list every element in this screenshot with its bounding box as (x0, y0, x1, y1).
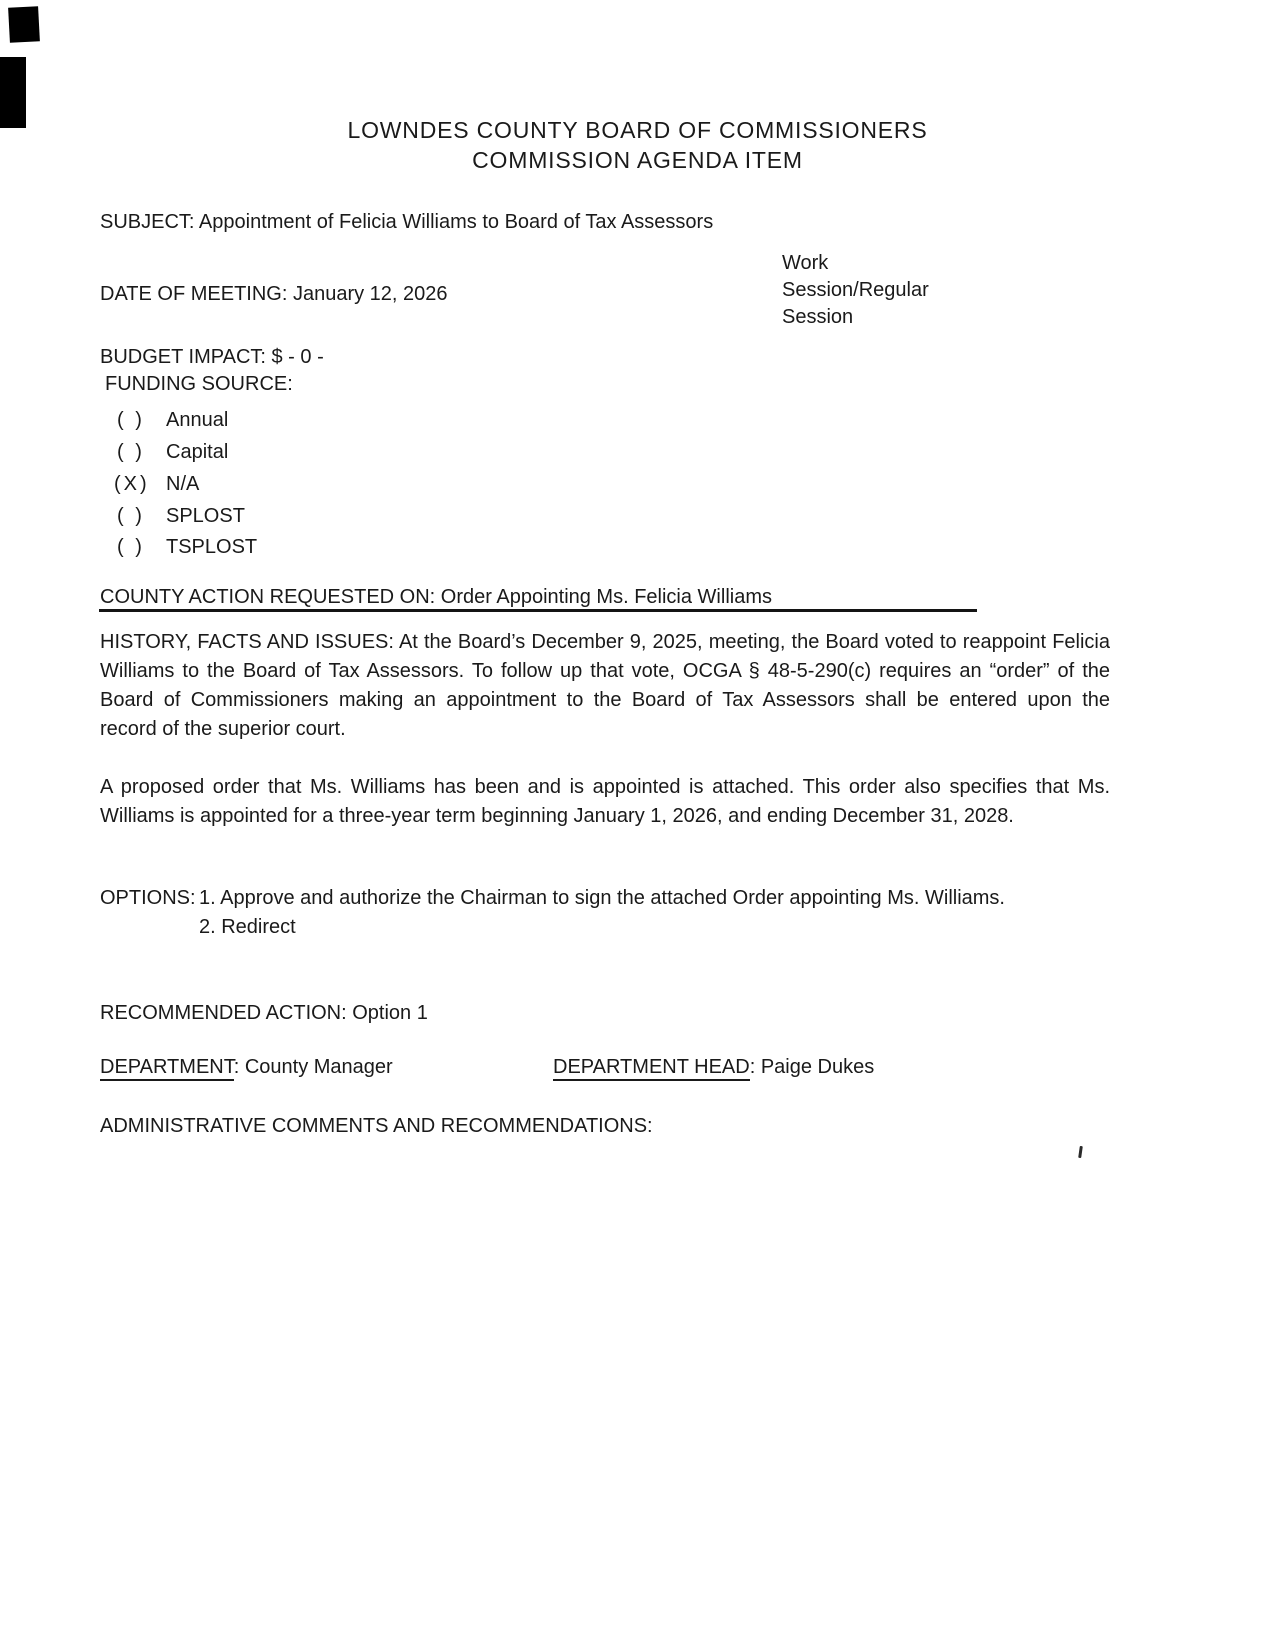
funding-checkbox-na-checked: (X) (114, 473, 150, 495)
funding-option-capital-label: Capital (166, 441, 229, 463)
administrative-comments-line: ADMINISTRATIVE COMMENTS AND RECOMMENDATIONS: (100, 1115, 653, 1137)
session-type-block (782, 250, 929, 331)
history-line3: Board of Commissioners making an appointment to the Board of Tax Assessors shall be entered upon the (100, 689, 1110, 711)
recommended-action-line: RECOMMENDED ACTION: Option 1 (100, 1002, 428, 1024)
session-type-line2: Session/Regular (782, 279, 929, 301)
ink-speck-right-icon (1078, 1146, 1083, 1158)
funding-checkbox-tsplost: ( ) (117, 536, 145, 558)
department-head-line (553, 1053, 874, 1082)
funding-option-na-label: N/A (166, 473, 200, 495)
option-2: 2. Redirect (199, 916, 296, 938)
funding-source-label: FUNDING SOURCE: (105, 373, 293, 395)
options-label: OPTIONS: (100, 887, 196, 909)
option-1: 1. Approve and authorize the Chairman to sign the attached Order appointing Ms. Williams. (199, 887, 1005, 909)
department-value: : County Manager (233, 1056, 393, 1078)
history-line4: record of the superior court. (100, 718, 346, 740)
history-line1: HISTORY, FACTS AND ISSUES: At the Board’s December 9, 2025, meeting, the Board voted to reappoint Felicia (100, 631, 1110, 653)
document-title-line2: COMMISSION AGENDA ITEM (472, 147, 803, 173)
document-title-line1: LOWNDES COUNTY BOARD OF COMMISSIONERS (347, 117, 928, 143)
funding-option-annual-label: Annual (166, 409, 229, 431)
session-type-line3: Session (782, 306, 854, 328)
county-action-underline (99, 609, 977, 612)
history-line2: Williams to the Board of Tax Assessors. To follow up that vote, OCGA § 48-5-290(c) requires an “order” of the (100, 660, 1110, 682)
date-of-meeting-line: DATE OF MEETING: January 12, 2026 (100, 283, 448, 305)
department-head-value: : Paige Dukes (749, 1056, 875, 1078)
county-action-line: COUNTY ACTION REQUESTED ON: Order Appointing Ms. Felicia Williams (100, 586, 772, 608)
proposed-line1: A proposed order that Ms. Williams has been and is appointed is attached. This order also specifies that Ms. (100, 776, 1110, 798)
funding-checkbox-capital: ( ) (117, 441, 145, 463)
funding-option-tsplost-label: TSPLOST (166, 536, 258, 558)
budget-impact-line: BUDGET IMPACT: $ - 0 - (100, 346, 324, 368)
department-line (100, 1053, 393, 1082)
session-type-line1: Work (782, 252, 829, 274)
proposed-line2: Williams is appointed for a three-year term beginning January 1, 2026, and ending December 31, 2028. (100, 805, 1014, 827)
funding-checkbox-annual: ( ) (117, 409, 145, 431)
funding-option-splost-label: SPLOST (166, 505, 245, 527)
history-paragraph (100, 628, 1110, 744)
proposed-order-paragraph (100, 773, 1110, 831)
scan-blotch-top-left-upper-icon (8, 6, 40, 43)
funding-checkbox-splost: ( ) (117, 505, 145, 527)
subject-line: SUBJECT: Appointment of Felicia Williams to Board of Tax Assessors (100, 211, 714, 233)
department-label: DEPARTMENT (100, 1056, 234, 1081)
department-head-label: DEPARTMENT HEAD (553, 1056, 750, 1081)
